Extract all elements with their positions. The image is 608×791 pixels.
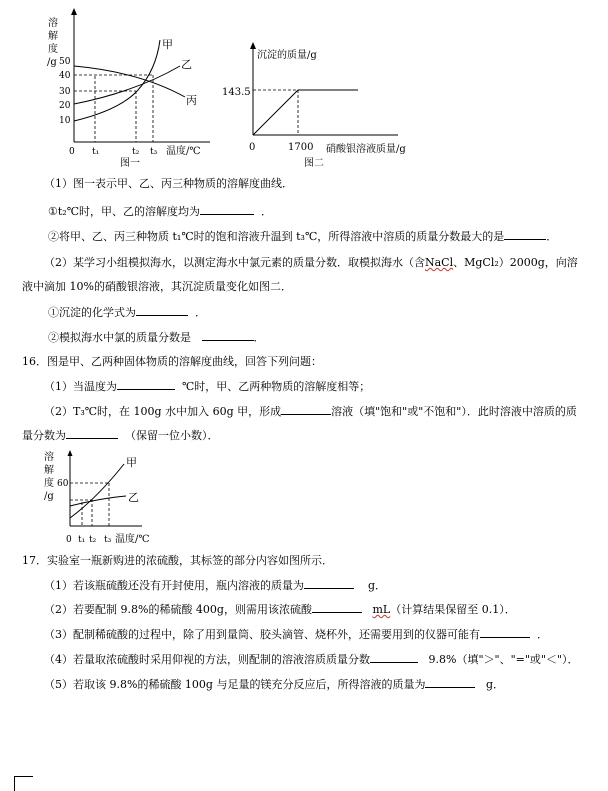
fig1-curve-bing: [74, 66, 185, 97]
q15-part2-line1: [44, 256, 578, 270]
fig3-xtick-t2: t₂: [89, 535, 97, 545]
q15-part2b-blank[interactable]: [202, 340, 254, 341]
q15-part2b-end: ．: [253, 331, 265, 344]
fig1-y-arrow: [71, 8, 77, 15]
fig1-xtick-0: 0: [69, 147, 75, 157]
q17-part4: [44, 653, 579, 667]
fig2-curve: [253, 90, 358, 135]
fig1-xlabel: 温度/℃: [166, 146, 201, 157]
fig1-ylabel-3: /g: [47, 57, 57, 68]
q16-part2-text-c: 量分数为: [22, 429, 66, 442]
figure-1-solubility-chart: [40, 2, 220, 170]
fig3-ylabel-1: 解: [44, 465, 54, 476]
q16-part2-line1: [44, 405, 577, 419]
q15-part1b: [48, 230, 557, 244]
figure-3-solubility-chart: [42, 446, 182, 550]
q17-part4-end: 9.8%（填"＞"、"="或"＜"）．: [428, 653, 579, 666]
q15-part1a-end: ．: [261, 205, 272, 218]
q15-part1b-blank[interactable]: [504, 239, 546, 240]
q17-part2-end: （计算结果保留至 0.1）．: [390, 603, 516, 616]
fig1-ytick-30: 30: [59, 87, 71, 97]
q16-part2-blank-a[interactable]: [281, 414, 331, 415]
fig2-xtick-1700: 1700: [288, 142, 314, 153]
fig3-xtick-t1: t₁: [78, 535, 86, 545]
fig3-series-jia: 甲: [126, 456, 137, 469]
q16-part2-text-a: （2）T₃℃时，在 100g 水中加入 60g 甲，形成: [44, 405, 282, 418]
q17-part2-text: （2）若要配制 9.8%的稀硫酸 400g，则需用该浓硫酸: [44, 603, 312, 616]
q15-part2b-text: ②模拟海水中氯的质量分数是: [48, 331, 191, 344]
fig1-ytick-40: 40: [59, 71, 71, 81]
q17-part3-text: （3）配制稀硫酸的过程中，除了用到量筒、胶头滴管、烧杯外，还需要用到的仪器可能有: [44, 628, 480, 641]
fig1-series-yi: 乙: [181, 58, 192, 71]
fig1-ylabel-0: 溶: [48, 18, 58, 29]
q16-part2-text-d: （保留一位小数）．: [125, 429, 219, 442]
fig3-xlabel: 温度/℃: [115, 534, 150, 545]
q17-part5-end: g．: [485, 678, 505, 691]
fig2-xlabel: 硝酸银溶液质量/g: [326, 144, 406, 155]
q15-part2-text-b: 、MgCl₂）2000g，向溶: [453, 256, 578, 269]
q17-part5-blank[interactable]: [425, 687, 475, 688]
q16-part1-end: ℃时，甲、乙两种物质的溶解度相等；: [182, 380, 371, 393]
fig1-ylabel-1: 解: [48, 31, 58, 42]
fig2-ytick: 143.5: [222, 87, 251, 98]
q17-part5-text: （5）若取该 9.8%的稀硫酸 100g 与足量的镁充分反应后，所得溶液的质量为: [44, 678, 426, 691]
q17-part4-text: （4）若量取浓硫酸时采用仰视的方法，则配制的溶液溶质质量分数: [44, 653, 370, 666]
q15-part2-line2: 液中滴加 10%的硝酸银溶液，其沉淀质量变化如图二．: [22, 280, 292, 293]
fig1-caption: 图一: [120, 158, 140, 169]
fig1-series-bing: 丙: [186, 94, 197, 107]
q15-part2-nacl: NaCl: [425, 256, 454, 269]
figure-2-precipitate-chart: [218, 38, 428, 172]
q15-part2-text-a: （2）某学习小组模拟海水，以测定海水中氯元素的质量分数．取模拟海水（含: [44, 256, 425, 269]
q15-part2a-text: ①沉淀的化学式为: [48, 306, 136, 319]
fig3-ytick-60: 60: [57, 479, 69, 489]
fig1-xtick-t3: t₃: [150, 147, 158, 157]
q17-part3-end: ．: [537, 628, 548, 641]
q17-part1-text: （1）若该瓶硫酸还没有开封使用，瓶内溶液的质量为: [44, 579, 304, 592]
fig3-ylabel-2: 度: [44, 478, 54, 489]
fig3-curve-yi: [70, 496, 126, 506]
fig1-ytick-50: 50: [59, 57, 71, 67]
q17-part1-end: g．: [368, 579, 387, 592]
fig3-xtick-0: 0: [66, 535, 72, 545]
q15-part1b-end: ．: [546, 230, 558, 243]
fig3-series-yi: 乙: [128, 491, 139, 504]
q17-part3: [44, 628, 548, 642]
q17-part2-blank[interactable]: [312, 612, 362, 613]
q15-part2a-blank[interactable]: [136, 315, 188, 316]
q15-part1: （1）图一表示甲、乙、丙三种物质的溶解度曲线．: [44, 177, 293, 190]
fig1-ylabel-2: 度: [48, 44, 58, 55]
q17-title: 17．实验室一瓶新购进的浓硫酸，其标签的部分内容如图所示．: [22, 554, 333, 567]
fig2-xtick-0: 0: [249, 142, 256, 153]
fig1-series-jia: 甲: [162, 38, 173, 51]
q16-part1-text: （1）当温度为: [44, 380, 117, 393]
fig1-ytick-20: 20: [59, 101, 71, 111]
fig3-ylabel-3: /g: [44, 491, 54, 502]
q15-part2a: [48, 306, 206, 320]
q15-part2b: [48, 331, 265, 345]
page-corner-mark: [14, 776, 33, 791]
fig1-xtick-t1: t₁: [92, 147, 100, 157]
q17-part1-blank[interactable]: [304, 588, 354, 589]
q17-part4-blank[interactable]: [370, 662, 418, 663]
fig3-ylabel-0: 溶: [44, 452, 54, 463]
q15-part1a-text: ①t₂℃时，甲、乙的溶解度均为: [48, 205, 200, 218]
q16-title: 16．图是甲、乙两种固体物质的溶解度曲线，回答下列问题：: [22, 355, 322, 368]
q15-part1a-blank[interactable]: [200, 214, 254, 215]
fig1-ytick-10: 10: [59, 116, 71, 126]
fig2-y-arrow: [250, 42, 256, 49]
fig3-curve-jia: [70, 464, 124, 518]
fig3-xtick-t3: t₃: [104, 535, 112, 545]
q15-part2a-end: ．: [195, 306, 206, 319]
q17-part5: [44, 678, 504, 692]
fig2-caption: 图二: [304, 158, 324, 169]
q17-part3-blank[interactable]: [480, 637, 530, 638]
q16-part2-blank-b[interactable]: [66, 438, 118, 439]
q15-part1b-text: ②将甲、乙、丙三种物质 t₁℃时的饱和溶液升温到 t₃℃，所得溶液中溶质的质量分数最大的是: [48, 230, 505, 243]
fig3-y-arrow: [68, 450, 73, 456]
q16-part1-blank[interactable]: [117, 389, 175, 390]
q16-part1: [44, 380, 370, 394]
q17-part2-unit: mL: [372, 603, 391, 616]
q17-part1: [44, 579, 386, 593]
q17-part2: [44, 603, 516, 617]
q16-part2-line2: [22, 429, 219, 443]
fig1-curve-yi: [74, 66, 180, 104]
fig1-xtick-t2: t₂: [132, 147, 140, 157]
fig2-ylabel: 沉淀的质量/g: [257, 50, 317, 61]
q15-part1a: [48, 205, 272, 219]
q16-part2-text-b: 溶液（填"饱和"或"不饱和"）．此时溶液中溶质的质: [331, 405, 577, 418]
